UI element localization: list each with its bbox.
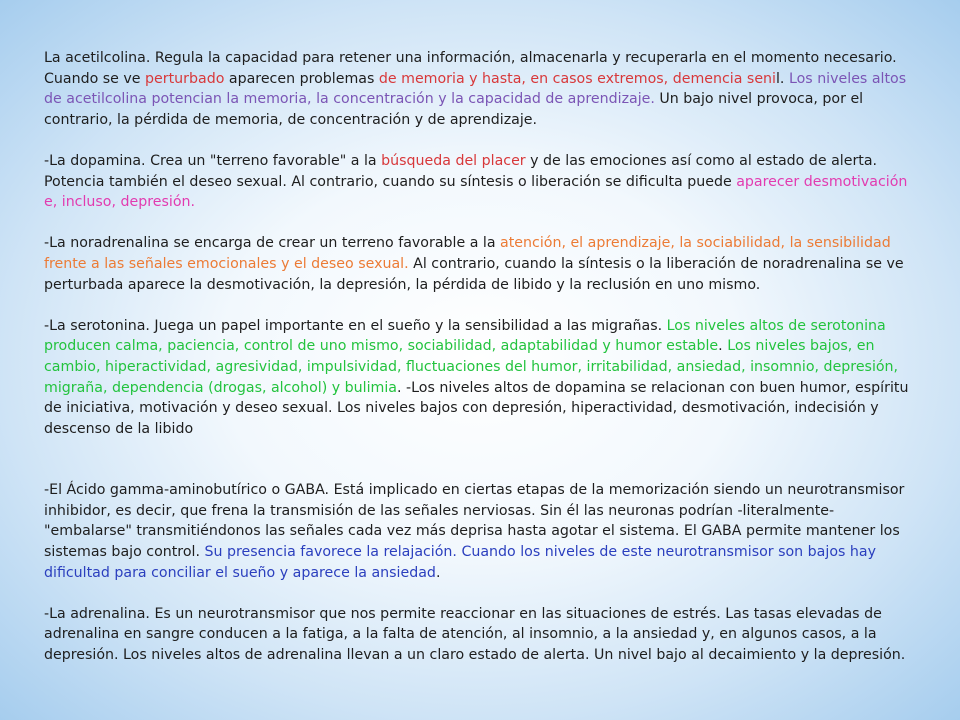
text-segment: l. (775, 70, 789, 87)
highlight-text: atención, el aprendizaje, la sociabilidad, la sensibilidad frente a las señales emocionales y el deseo sexual. (44, 235, 891, 272)
paragraph-spacer (44, 213, 924, 234)
paragraph-spacer (44, 583, 924, 604)
text-segment: . (718, 338, 728, 355)
text-segment: aparecen problemas (224, 70, 379, 87)
paragraph-adrenalina (44, 604, 924, 666)
highlight-text: Los niveles bajos, en cambio, hiperactividad, agresividad, impulsividad, fluctuaciones del humor, irritabilidad, ansiedad, insomnio, depresión, migraña, dependencia (drogas, alcohol) y bulimia (44, 338, 899, 396)
paragraph-spacer (44, 130, 924, 151)
text-segment: y de las emociones así como al estado de alerta. Potencia también el deseo sexual. Al contrario, cuando su síntesis o liberación se dificulta puede (44, 152, 878, 190)
text-segment: . -Los niveles altos de dopamina se relacionan con buen humor, espíritu de iniciativa, motivación y deseo sexual. Los niveles bajos con depresión, hiperactividad, desmotivación, indecisión y descenso de la libido (44, 379, 909, 437)
paragraph-serotonina (44, 316, 924, 440)
text-segment: -La serotonina. Juega un papel importante en el sueño y la sensibilidad a las migrañas. (44, 317, 667, 334)
text-segment: -La dopamina. Crea un "terreno favorable" a la (44, 152, 382, 169)
text-segment: -La adrenalina. Es un neurotransmisor que nos permite reaccionar en las situaciones de estrés. Las tasas elevadas de adrenalina en sangre conducen a la fatiga, a la falta de atención, al insomnio, a la ansiedad y, en algunos casos, a la depresión. Los niveles altos de adrenalina llevan a un claro estado de alerta. Un nivel bajo al decaimiento y la depresión. (44, 605, 906, 664)
paragraph-spacer (44, 295, 924, 316)
text-segment: Al contrario, cuando la síntesis o la liberación de noradrenalina se ve perturbada aparece la desmotivación, la depresión, la pérdida de libido y la reclusión en uno mismo. (44, 255, 904, 293)
highlight-text: de memoria y hasta, en casos extremos, demencia seni (378, 70, 776, 87)
paragraph-spacer (44, 439, 924, 480)
text-segment: Un bajo nivel provoca, por el contrario, la pérdida de memoria, de concentración y de aprendizaje. (44, 91, 864, 128)
paragraph-acetilcolina (44, 48, 924, 130)
text-segment: -La noradrenalina se encarga de crear un terreno favorable a la (44, 235, 501, 252)
highlight-text: perturbado (145, 70, 225, 87)
slide-text-body (44, 48, 924, 666)
highlight-text: potencian la memoria, la concentración y la capacidad de aprendizaje. (151, 91, 655, 108)
text-segment: . (435, 564, 441, 581)
highlight-text: búsqueda del placer (381, 152, 526, 169)
paragraph-gaba (44, 480, 924, 583)
text-segment: La acetilcolina. Regula la capacidad para retener una información, almacenarla y recuperarla en el momento necesario. Cuando se ve (44, 50, 897, 87)
paragraph-dopamina (44, 151, 924, 213)
text-segment: -El Ácido gamma-aminobutírico o GABA. Está implicado en ciertas etapas de la memorización siendo un neurotransmisor inhibidor, es decir, que frena la transmisión de las señales nerviosas. Sin él las neuronas podrían -literalmente- "embalarse" transmitiéndonos las señales cada vez más deprisa hasta agotar el sistema. El GABA permite mantener los sistemas bajo control. (44, 482, 905, 561)
highlight-text: aparecer desmotivación e, incluso, depresión. (44, 173, 908, 211)
paragraph-noradrenalina (44, 233, 924, 295)
highlight-text: Los niveles altos de serotonina producen calma, paciencia, control de uno mismo, sociabilidad, adaptabilidad y humor estable (44, 317, 886, 355)
highlight-text: Su presencia favorece la relajación. Cuando los niveles de este neurotransmisor son bajos hay dificultad para conciliar el sueño y aparece la ansiedad (44, 544, 876, 581)
highlight-text: Los niveles altos de acetilcolina (44, 70, 907, 108)
